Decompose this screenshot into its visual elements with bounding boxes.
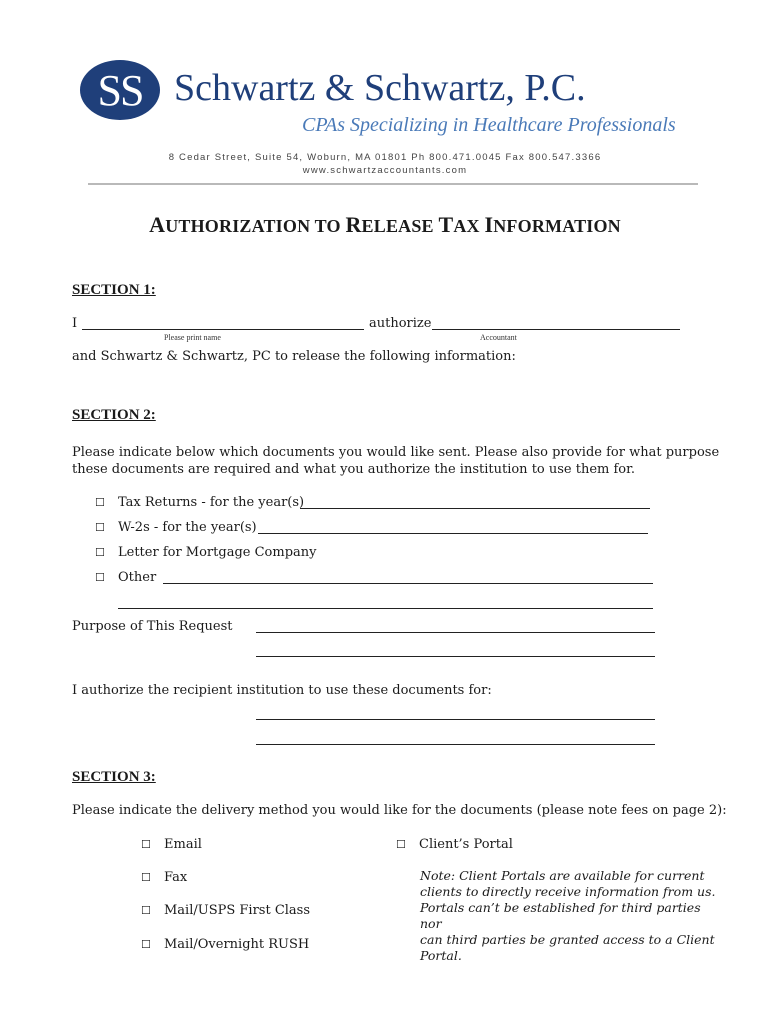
- authorize-use-field-line1[interactable]: [256, 719, 655, 720]
- overnight-checkbox[interactable]: ☐: [141, 938, 151, 951]
- w2s-label: W-2s - for the year(s): [118, 520, 257, 535]
- page-title: AUTHORIZATION TO RELEASE TAX INFORMATION: [149, 212, 621, 237]
- accountant-caption: Accountant: [480, 333, 517, 342]
- release-text: and Schwartz & Schwartz, PC to release the following information:: [72, 349, 516, 364]
- note-line: can third parties be granted access to a Client: [420, 932, 715, 947]
- client-portal-note: [420, 868, 720, 964]
- email-checkbox[interactable]: ☐: [141, 838, 151, 851]
- mortgage-letter-checkbox[interactable]: ☐: [95, 546, 105, 559]
- section-1-heading: SECTION 1:: [72, 282, 156, 298]
- overnight-label: Mail/Overnight RUSH: [164, 937, 310, 952]
- section-2-intro-line1: Please indicate below which documents you would like sent. Please also provide for what purpose: [72, 445, 720, 460]
- print-name-caption: Please print name: [164, 333, 221, 342]
- note-line: Note: Client Portals are available for current: [420, 868, 705, 883]
- fax-label: Fax: [164, 870, 188, 885]
- usps-label: Mail/USPS First Class: [164, 903, 311, 918]
- authorize-use-label: I authorize the recipient institution to use these documents for:: [72, 683, 492, 698]
- note-line: clients to directly receive information from us.: [420, 884, 716, 899]
- firm-tagline: CPAs Specializing in Healthcare Professionals: [302, 114, 676, 136]
- note-line: Portals can’t be established for third parties nor: [420, 900, 701, 931]
- firm-name: Schwartz & Schwartz, P.C.: [174, 67, 586, 109]
- authorize-label: authorize: [369, 316, 432, 331]
- firm-website: www.schwartzaccountants.com: [302, 165, 468, 176]
- section-2-intro-line2: these documents are required and what you authorize the institution to use them for.: [72, 462, 636, 477]
- section-2-heading: SECTION 2:: [72, 407, 156, 423]
- tax-returns-label: Tax Returns - for the year(s): [118, 495, 305, 510]
- email-label: Email: [164, 837, 202, 852]
- firm-logo: [80, 60, 160, 120]
- other-label: Other: [118, 570, 157, 585]
- client-portal-label: Client’s Portal: [419, 837, 513, 852]
- header-divider: [88, 183, 698, 185]
- tax-returns-years-field[interactable]: [300, 508, 650, 509]
- firm-address: 8 Cedar Street, Suite 54, Woburn, MA 01801 Ph 800.471.0045 Fax 800.547.3366: [168, 152, 602, 163]
- other-checkbox[interactable]: ☐: [95, 571, 105, 584]
- accountant-field[interactable]: [432, 329, 680, 330]
- usps-checkbox[interactable]: ☐: [141, 904, 151, 917]
- authorize-use-field-line2[interactable]: [256, 744, 655, 745]
- section-3-intro: Please indicate the delivery method you would like for the documents (please note fees on page 2):: [72, 803, 727, 818]
- other-field-line1[interactable]: [163, 583, 653, 584]
- client-portal-checkbox[interactable]: ☐: [396, 838, 406, 851]
- purpose-label: Purpose of This Request: [72, 619, 233, 634]
- logo-letters: SS: [97, 65, 143, 115]
- mortgage-letter-label: Letter for Mortgage Company: [118, 545, 317, 560]
- purpose-field-line1[interactable]: [256, 632, 655, 633]
- purpose-field-line2[interactable]: [256, 656, 655, 657]
- name-field[interactable]: [82, 329, 364, 330]
- w2s-checkbox[interactable]: ☐: [95, 521, 105, 534]
- i-label: I: [72, 316, 78, 331]
- section-3-heading: SECTION 3:: [72, 769, 156, 785]
- tax-returns-checkbox[interactable]: ☐: [95, 496, 105, 509]
- fax-checkbox[interactable]: ☐: [141, 871, 151, 884]
- w2s-years-field[interactable]: [258, 533, 648, 534]
- note-line: Portal.: [420, 948, 462, 963]
- other-field-line2[interactable]: [118, 608, 653, 609]
